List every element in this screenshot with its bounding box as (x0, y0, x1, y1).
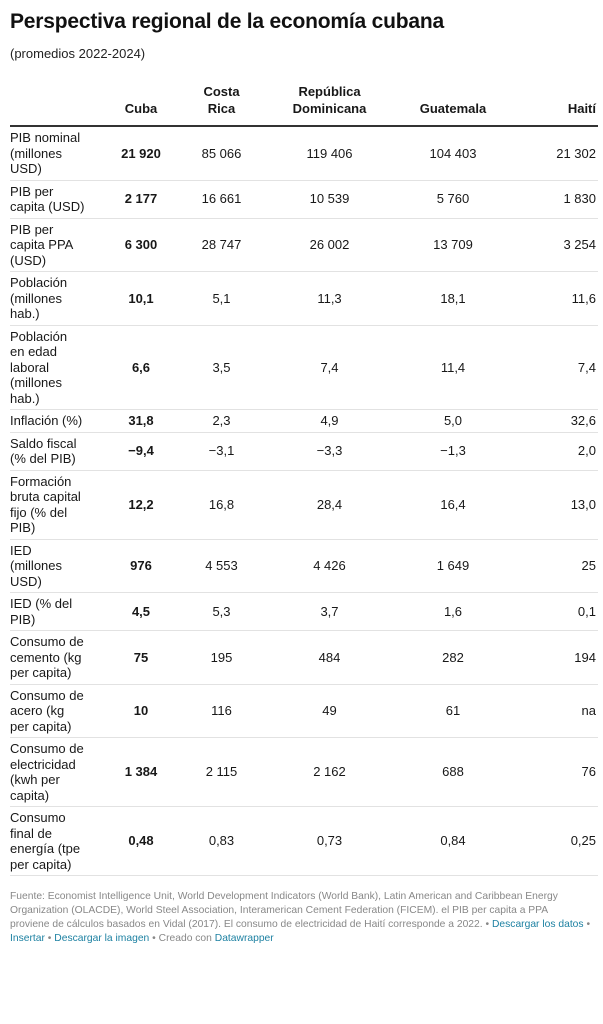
cell-value: 5,0 (392, 410, 514, 433)
row-label-line: electricidad (10, 756, 76, 772)
cell-value: 3 254 (514, 218, 598, 272)
cell-value: −3,1 (176, 432, 267, 470)
row-label-line: IED (10, 542, 32, 558)
cell-value-cuba: 10 (106, 684, 176, 738)
row-label-line: Saldo fiscal (10, 435, 77, 451)
cell-value: 2 115 (176, 738, 267, 807)
cell-value: na (514, 684, 598, 738)
datawrapper-link[interactable]: Datawrapper (214, 933, 274, 944)
row-label (10, 272, 106, 326)
source-line-1: Fuente: Economist Intelligence Unit, World Development Indicators (World Bank), Latin American and Caribbean Energy (10, 891, 558, 902)
table-body (10, 126, 598, 876)
cell-value: 26 002 (267, 218, 392, 272)
cell-value: 688 (392, 738, 514, 807)
cell-value: 104 403 (392, 126, 514, 180)
column-header (106, 83, 176, 126)
row-label-line: (% del PIB) (10, 451, 76, 466)
cell-value: 4 553 (176, 539, 267, 593)
row-label-line: capita) (10, 787, 50, 803)
column-header-line: Costa (203, 84, 240, 99)
row-label-line: Población (10, 275, 68, 290)
column-header-line: Cuba (124, 101, 158, 116)
row-label-line: acero (kg (10, 703, 65, 718)
cell-value: 85 066 (176, 126, 267, 180)
cell-value: 11,3 (267, 272, 392, 326)
cell-value: 16 661 (176, 180, 267, 218)
cell-value: 0,84 (392, 807, 514, 876)
row-label-line: Consumo (10, 810, 66, 825)
cell-value: 16,8 (176, 470, 267, 539)
row-label-line: (millones (10, 145, 63, 161)
table-row (10, 180, 598, 218)
row-label-line: USD) (10, 573, 42, 589)
cell-value: 49 (267, 684, 392, 738)
column-header (176, 83, 267, 126)
row-label-line: Inflación (%) (10, 413, 83, 428)
cell-value: 3,5 (176, 325, 267, 410)
cell-value: 0,25 (514, 807, 598, 876)
cell-value: 0,73 (267, 807, 392, 876)
column-header-line: Dominicana (292, 101, 367, 116)
source-line-3: proviene de cálculos basados en Vidal (2017). El consumo de electricidad de Haití corresponde a 2022. (10, 919, 483, 930)
row-label-line: (millones (10, 290, 63, 306)
column-header-line: República (298, 84, 361, 99)
row-label (10, 180, 106, 218)
table-row (10, 126, 598, 180)
cell-value: 5,3 (176, 593, 267, 631)
cell-value: 7,4 (267, 325, 392, 410)
cell-value-cuba: 976 (106, 539, 176, 593)
table-row (10, 470, 598, 539)
row-label-line: (millones (10, 375, 63, 390)
row-label (10, 470, 106, 539)
column-header-line: Guatemala (419, 101, 487, 116)
cell-value: 10 539 (267, 180, 392, 218)
row-label-line: laboral (10, 359, 50, 375)
row-label-line: capita PPA (10, 237, 74, 252)
row-label-line: hab.) (10, 390, 40, 406)
chart-title: Perspectiva regional de la economía cubana (10, 10, 444, 33)
row-label (10, 593, 106, 631)
cell-value: 13,0 (514, 470, 598, 539)
cell-value: 4 426 (267, 539, 392, 593)
column-header (392, 83, 514, 126)
row-label-line: energía (tpe (10, 841, 81, 856)
cell-value: 2,3 (176, 410, 267, 433)
row-label (10, 539, 106, 593)
cell-value: 76 (514, 738, 598, 807)
row-label-line: USD) (10, 161, 42, 176)
row-label-line: capita (USD) (10, 199, 85, 214)
cell-value: −1,3 (392, 432, 514, 470)
row-label-line: Consumo de (10, 741, 84, 756)
column-header-line: Rica (207, 101, 236, 116)
cell-value: 5,1 (176, 272, 267, 326)
table-row (10, 539, 598, 593)
separator-dot: • (47, 933, 52, 944)
cell-value: 1 830 (514, 180, 598, 218)
table-row (10, 218, 598, 272)
created-with-text: Creado con (158, 933, 212, 944)
row-label-line: PIB nominal (10, 130, 81, 145)
cell-value: 2 162 (267, 738, 392, 807)
cell-value: 13 709 (392, 218, 514, 272)
column-header-line: Haití (567, 101, 596, 116)
cell-value-cuba: 12,2 (106, 470, 176, 539)
cell-value: 3,7 (267, 593, 392, 631)
cell-value: 11,4 (392, 325, 514, 410)
cell-value: 28,4 (267, 470, 392, 539)
chart-footer (10, 890, 593, 946)
source-line-2: Organization (OLACDE), World Steel Association, Interamerican Cement Federation (FICEM). el PIB per capita a PPA (10, 905, 549, 916)
cell-value-cuba: 75 (106, 631, 176, 685)
cell-value-cuba: 2 177 (106, 180, 176, 218)
separator-dot: • (485, 919, 490, 930)
cell-value-cuba: 4,5 (106, 593, 176, 631)
cell-value-cuba: 21 920 (106, 126, 176, 180)
cell-value: 195 (176, 631, 267, 685)
download-data-link[interactable]: Descargar los datos (491, 919, 584, 930)
row-label-line: per capita) (10, 665, 72, 680)
table-row (10, 272, 598, 326)
cell-value: 25 (514, 539, 598, 593)
row-label-line: final de (10, 825, 52, 841)
row-label-line: bruta capital (10, 489, 81, 504)
table-row (10, 738, 598, 807)
download-image-link[interactable]: Descargar la imagen (54, 933, 150, 944)
row-label (10, 325, 106, 410)
cell-value: 0,1 (514, 593, 598, 631)
table-row (10, 631, 598, 685)
row-label-line: fijo (% del (10, 504, 68, 520)
table-row (10, 593, 598, 631)
cell-value: 18,1 (392, 272, 514, 326)
row-label (10, 807, 106, 876)
cell-value: 4,9 (267, 410, 392, 433)
cell-value-cuba: 31,8 (106, 410, 176, 433)
row-label (10, 738, 106, 807)
embed-link[interactable]: Insertar (10, 933, 45, 944)
cell-value: 7,4 (514, 325, 598, 410)
cell-value-cuba: 1 384 (106, 738, 176, 807)
cell-value: 21 302 (514, 126, 598, 180)
row-label-line: hab.) (10, 306, 40, 321)
row-label-line: cemento (kg (10, 649, 82, 665)
row-label-line: PIB) (10, 611, 36, 627)
cell-value-cuba: 6,6 (106, 325, 176, 410)
row-label-line: per capita) (10, 856, 72, 872)
header-cell-empty (10, 83, 106, 126)
row-label-line: (kwh per (10, 772, 60, 787)
table-row (10, 684, 598, 738)
table-row (10, 325, 598, 410)
cell-value: 0,83 (176, 807, 267, 876)
row-label-line: PIB per (10, 183, 54, 199)
cell-value: 1,6 (392, 593, 514, 631)
cell-value: 282 (392, 631, 514, 685)
chart-subtitle: (promedios 2022-2024) (10, 46, 146, 61)
table-row (10, 807, 598, 876)
table-header (10, 83, 598, 126)
row-label-line: Formación (10, 473, 72, 489)
header-row (10, 83, 598, 126)
table-row (10, 410, 598, 433)
cell-value: 2,0 (514, 432, 598, 470)
cell-value-cuba: 6 300 (106, 218, 176, 272)
cell-value-cuba: −9,4 (106, 432, 176, 470)
row-label (10, 432, 106, 470)
cell-value: 1 649 (392, 539, 514, 593)
row-label (10, 126, 106, 180)
row-label (10, 218, 106, 272)
cell-value: 119 406 (267, 126, 392, 180)
data-table (10, 83, 598, 876)
row-label (10, 631, 106, 685)
row-label-line: IED (% del (10, 596, 73, 611)
row-label-line: (millones (10, 558, 63, 573)
row-label-line: per capita) (10, 718, 72, 734)
cell-value: 16,4 (392, 470, 514, 539)
row-label-line: Población (10, 328, 68, 344)
row-label (10, 684, 106, 738)
cell-value: 194 (514, 631, 598, 685)
row-label-line: PIB) (10, 520, 36, 535)
row-label-line: (USD) (10, 252, 47, 268)
cell-value-cuba: 10,1 (106, 272, 176, 326)
column-header (514, 83, 598, 126)
row-label-line: Consumo de (10, 687, 84, 703)
cell-value: 61 (392, 684, 514, 738)
separator-dot: • (152, 933, 156, 944)
cell-value: 484 (267, 631, 392, 685)
column-header (267, 83, 392, 126)
cell-value: 32,6 (514, 410, 598, 433)
separator-dot: • (586, 919, 591, 930)
cell-value: −3,3 (267, 432, 392, 470)
row-label-line: en edad (10, 344, 57, 359)
cell-value: 11,6 (514, 272, 598, 326)
row-label-line: Consumo de (10, 634, 84, 649)
cell-value-cuba: 0,48 (106, 807, 176, 876)
cell-value: 116 (176, 684, 267, 738)
cell-value: 5 760 (392, 180, 514, 218)
row-label (10, 410, 106, 433)
table-row (10, 432, 598, 470)
cell-value: 28 747 (176, 218, 267, 272)
row-label-line: PIB per (10, 221, 54, 237)
